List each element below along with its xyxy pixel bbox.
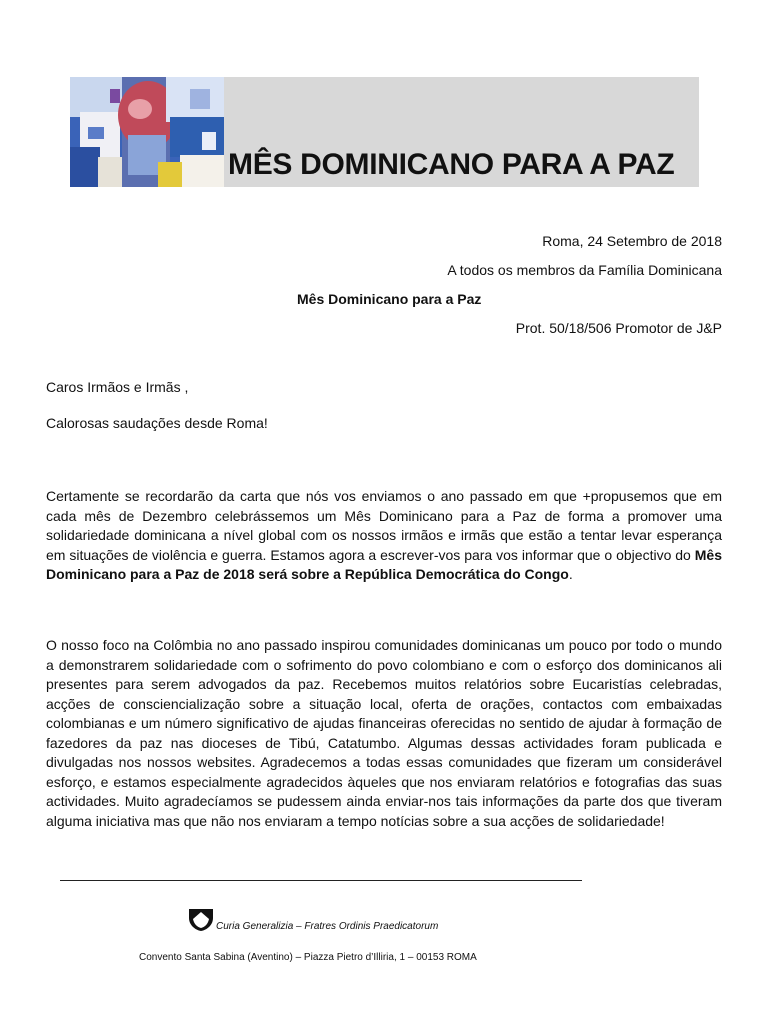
recipients-line: A todos os membros da Família Dominicana [447, 262, 722, 278]
paragraph-1 [46, 487, 722, 585]
header-collage-image [70, 77, 224, 187]
paragraph-1-highlight: Mês Dominicano para a Paz de 2018 será sobre a República Democrática do Congo [46, 546, 722, 582]
paragraph-2: O nosso foco na Colômbia no ano passado inspirou comunidades dominicanas um pouco por todo o mundo a demonstrarem solidariedade com o sofrimento do povo colombiano e com o esforço dos dominicanos ali presentes para serem advogados da paz. Recebemos muitos relatórios sobre Eucaristías celebradas, acções de consciencialização sobre a situação local, oferta de orações, contactos com embaixadas colombianas e um número significativo de ajudas financeiras oferecidas no sentido de ajudar à formação de fazedores da paz nas dioceses de Tibú, Catatumbo. Algumas dessas actividades foram publicada e divulgadas nos nossos websites. Agradecemos a todas essas comunidades que fizeram um considerável esforço, e estamos especialmente agradecidos àqueles que nos enviaram relatórios e fotografias das suas actividades. Muito agradecíamos se pudessem ainda enviar-nos tais informações da parte dos que tiveram alguma iniciativa mas que não nos enviaram a tempo notícias sobre a sua acções de solidariedade! [46, 637, 722, 829]
footer-address: Convento Santa Sabina (Aventino) – Piazza Pietro d’Illiria, 1 – 00153 ROMA [139, 952, 477, 963]
place-date: Roma, 24 Setembro de 2018 [542, 233, 722, 249]
paragraph-1-text: Certamente se recordarão da carta que nós vos enviamos o ano passado em que +propusemos que em cada mês de Dezembro celebrássemos um Mês Dominicano para a Paz de forma a promover uma solidariedade dominicana a nível global com os nossos irmãos e irmãs que estão a tentar levar esperança em situações de violência e guerra. Estamos agora a escrever-vos para vos informar que o objectivo do [46, 488, 722, 563]
paragraph-1-end: . [568, 566, 573, 582]
salutation: Caros Irmãos e Irmãs , [46, 379, 189, 395]
footer-divider [60, 880, 582, 881]
reference-line: Prot. 50/18/506 Promotor de J&P [515, 320, 722, 336]
greeting: Calorosas saudações desde Roma! [46, 415, 268, 431]
dominican-shield-icon [188, 906, 214, 937]
subject-line: Mês Dominicano para a Paz [297, 291, 482, 307]
document-title: MÊS DOMINICANO PARA A PAZ [228, 148, 675, 181]
footer-organization: Curia Generalizia – Fratres Ordinis Praedicatorum [216, 921, 439, 932]
